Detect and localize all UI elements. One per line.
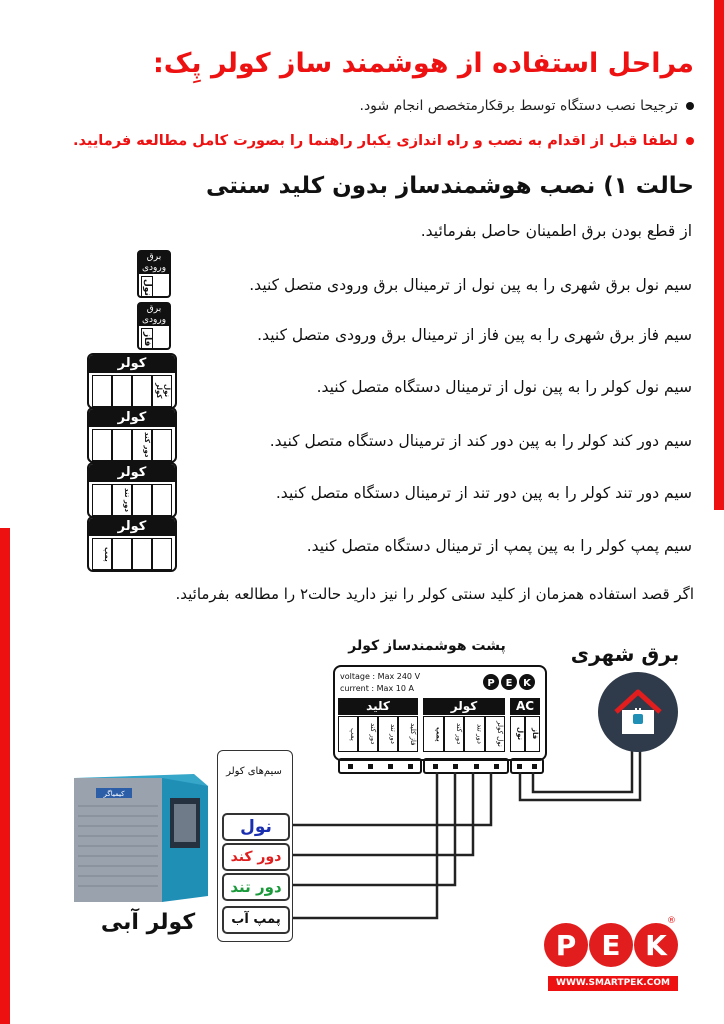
website-url: WWW.SMARTPEK.COM [548,976,678,991]
svg-text:E: E [505,678,513,689]
cooler-block-header: کولر [423,698,505,715]
step-4: سیم نول کولر را به پین نول از ترمینال دستگاه متصل کنید. [316,378,692,396]
house-power-icon [598,672,678,752]
cooler-pins: پمپ دور کند دور تند نول کولر [423,716,505,752]
svg-text:K: K [645,929,667,962]
cooler-wires-title: سیم‌های کولر [226,766,282,777]
cooler-null-terminal-icon: کولر نول کولر [87,353,177,409]
cooler-fast-terminal-icon: کولر دور تند [87,462,177,518]
step-5: سیم دور کند کولر را به پین دور کند از ترمینال دستگاه متصل کنید. [269,432,692,450]
wire-fast: دور تند [222,873,290,901]
bullet-2: لطفا قبل از اقدام به نصب و راه اندازی یکبار راهنما را بصورت کامل مطالعه فرمایید. [34,133,694,149]
key-block-header: کلید [338,698,418,715]
ac-block-header: AC [510,698,540,715]
input-phase-terminal-icon: برق ورودی فاز [137,302,171,350]
registered-mark: ® [667,916,676,926]
final-note: اگر قصد استفاده همزمان از کلید سنتی کولر را نیز دارید حالت۲ را مطالعه بفرمائید. [175,585,694,603]
svg-text:K: K [523,678,531,689]
cooler-brand-label: کیمیاگر [103,790,125,798]
svg-text:P: P [487,678,495,689]
wire-slow: دور کند [222,843,290,871]
step-3: سیم فاز برق شهری را به پین فاز از ترمینال برق ورودی متصل کنید. [257,326,692,344]
svg-text:P: P [555,929,577,962]
wire-pump: پمپ آب [222,906,290,934]
cooler-label: کولر آبی [100,910,196,935]
step-1: از قطع بودن برق اطمینان حاصل بفرمائید. [420,222,692,240]
step-6: سیم دور تند کولر را به پین دور تند از ترمینال دستگاه متصل کنید. [275,484,692,502]
evaporative-cooler-image [66,766,212,906]
input-null-terminal-icon: برق ورودی نول [137,250,171,298]
key-pins: پمپ دور کند دور تند فاز کلید [338,716,418,752]
cooler-pump-terminal-icon: کولر پمپ [87,516,177,572]
bullet-1: ترجیحا نصب دستگاه توسط برقکارمتخصص انجام شود. [34,98,694,114]
page-title: مراحل استفاده از هوشمند ساز کولر پِک: [152,48,694,79]
case-title: حالت ۱) نصب هوشمندساز بدون کلید سنتی [206,173,694,199]
device-specs: voltage : Max 240 V current : Max 10 A [340,672,421,693]
device-back-label: پشت هوشمندساز کولر [348,638,506,654]
pek-logo [542,920,680,974]
svg-text:E: E [601,929,621,962]
city-power-label: برق شهری [570,642,680,666]
wire-null: نول [222,813,290,841]
step-7: سیم پمپ کولر را به پین پمپ از ترمینال دستگاه متصل کنید. [306,537,692,555]
cooler-slow-terminal-icon: کولر دور کند [87,407,177,463]
step-2: سیم نول برق شهری را به پین نول از ترمینال برق ورودی متصل کنید. [249,276,692,294]
ac-pins: نول فاز [510,716,540,752]
